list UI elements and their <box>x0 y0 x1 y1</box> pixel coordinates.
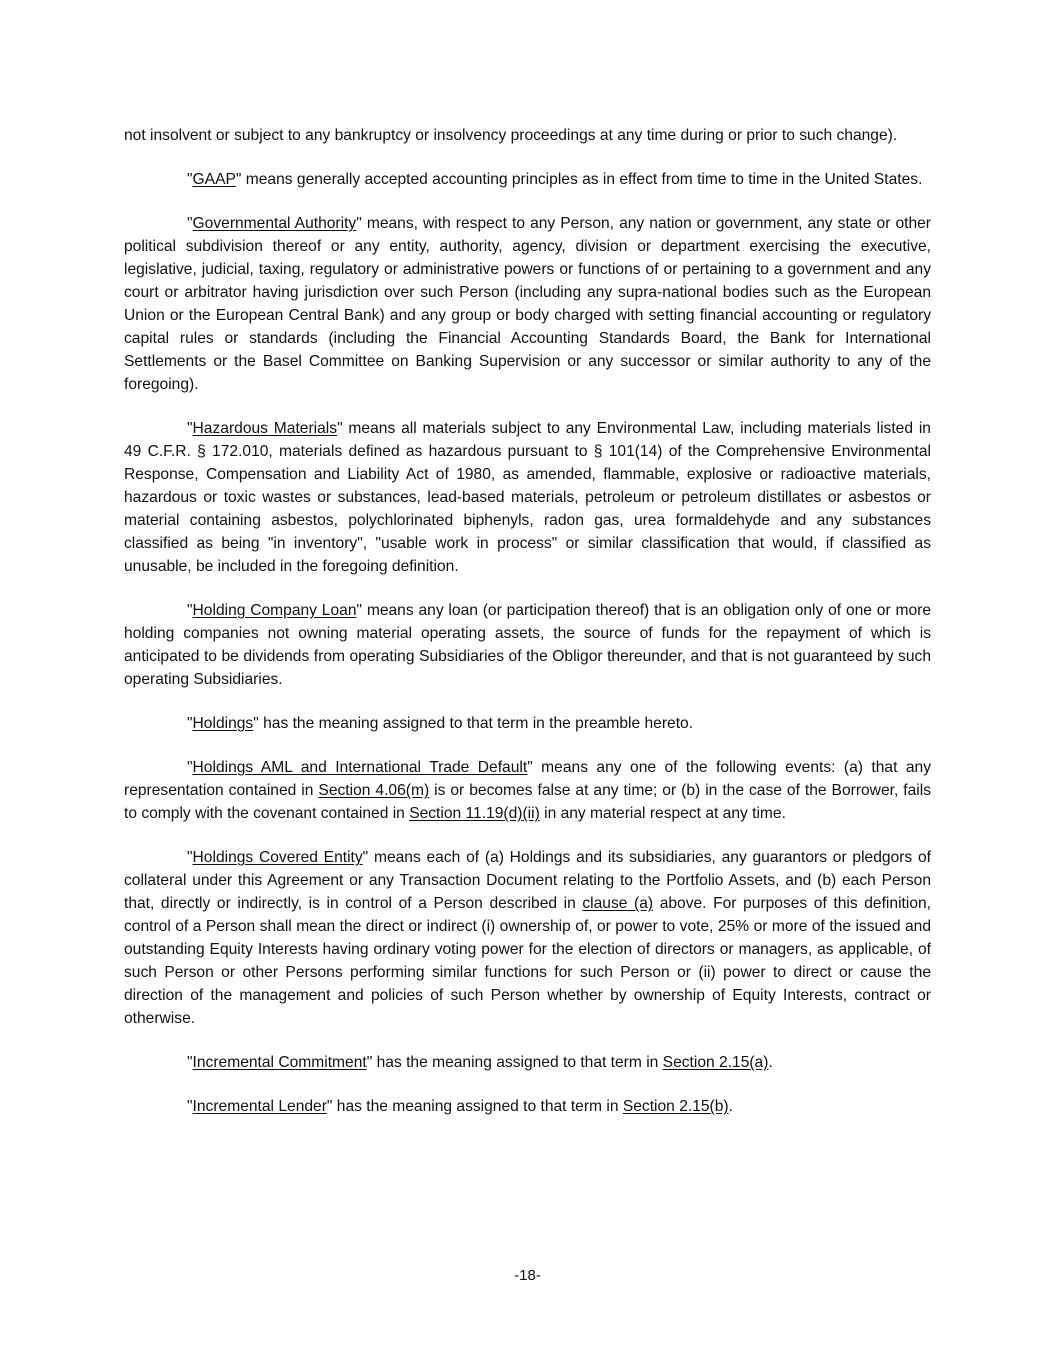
document-body <box>124 124 931 1118</box>
text-run: . <box>728 1098 733 1115</box>
text-run: " has the meaning assigned to that term in the preamble hereto. <box>253 715 694 732</box>
text-run: . <box>768 1054 773 1071</box>
paragraph <box>124 212 931 396</box>
paragraph <box>124 1051 931 1074</box>
text-run: " has the meaning assigned to that term in <box>326 1098 623 1115</box>
paragraph <box>124 599 931 691</box>
page-number: -18- <box>514 1267 541 1284</box>
underlined-term: Incremental Lender <box>192 1098 327 1115</box>
text-run: " <box>187 420 193 437</box>
paragraph <box>124 124 931 147</box>
underlined-term: Holding Company Loan <box>192 602 357 619</box>
underlined-term: Hazardous Materials <box>192 420 338 437</box>
underlined-term: Section 4.06(m) <box>318 782 430 799</box>
text-run: " means each of (a) Holdings and its subsidiaries, any guarantors or pledgors of collateral under this Agreement or any Transaction Document relating to the Portfolio Assets, and (b) each Person that, directly or indirectly, is in control of a Person described in <box>124 849 931 912</box>
underlined-term: GAAP <box>192 171 236 188</box>
text-run: " means all materials subject to any Environmental Law, including materials listed in 49 C.F.R. § 172.010, materials defined as hazardous pursuant to § 101(14) of the Comprehensive Environmental Response, Compensation and Liability Act of 1980, as amended, flammable, explosive or radioactive materials, hazardous or toxic wastes or substances, lead-based materials, petroleum or petroleum distillates or asbestos or material containing asbestos, polychlorinated biphenyls, radon gas, urea formaldehyde and any substances classified as being "in inventory", "usable work in process" or similar classification that would, if classified as unusable, be included in the foregoing definition. <box>124 420 931 575</box>
text-run: " <box>187 759 193 776</box>
paragraph <box>124 756 931 825</box>
underlined-term: Incremental Commitment <box>192 1054 367 1071</box>
underlined-term: Holdings Covered Entity <box>192 849 363 866</box>
underlined-term: Holdings AML and International Trade Default <box>192 759 528 776</box>
text-run: " means any one of the following events: (a) that any representation contained in <box>124 759 931 799</box>
paragraph <box>124 168 931 191</box>
text-run: " <box>187 715 193 732</box>
text-run: in any material respect at any time. <box>539 805 786 822</box>
text-run: above. For purposes of this definition, control of a Person shall mean the direct or indirect (i) ownership of, or power to vote, 25% or more of the issued and outstanding Equity Interests having ordinary voting power for the election of directors or managers, as applicable, of such Person or other Persons performing similar functions for such Person or (ii) power to direct or cause the direction of the management and policies of such Person whether by ownership of Equity Interests, contract or otherwise. <box>124 895 932 1027</box>
underlined-term: Section 2.15(a) <box>662 1054 769 1071</box>
text-run: not insolvent or subject to any bankruptcy or insolvency proceedings at any time during or prior to such change). <box>124 127 898 144</box>
underlined-term: Governmental Authority <box>192 215 357 232</box>
text-run: " <box>187 1054 193 1071</box>
text-run: is or becomes false at any time; or (b) in the case of the Borrower, fails to comply with the covenant contained in <box>124 782 931 822</box>
text-run: " means generally accepted accounting principles as in effect from time to time in the United States. <box>235 171 923 188</box>
text-run: " has the meaning assigned to that term in <box>366 1054 663 1071</box>
underlined-term: Holdings <box>192 715 254 732</box>
underlined-term: Section 11.19(d)(ii) <box>409 805 540 822</box>
text-run: " means any loan (or participation thereof) that is an obligation only of one or more holding companies not owning material operating assets, the source of funds for the repayment of which is anticipated to be dividends from operating Subsidiaries of the Obligor thereunder, and that is not guaranteed by such operating Subsidiaries. <box>124 602 931 688</box>
paragraph <box>124 846 931 1030</box>
text-run: " means, with respect to any Person, any nation or government, any state or other political subdivision thereof or any entity, authority, agency, division or department exercising the executive, legislative, judicial, taxing, regulatory or administrative powers or functions of or pertaining to a government and any court or arbitrator having jurisdiction over such Person (including any supra-national bodies such as the European Union or the European Central Bank) and any group or body charged with setting financial accounting or regulatory capital rules or standards (including the Financial Accounting Standards Board, the Bank for International Settlements or the Basel Committee on Banking Supervision or any successor or similar authority to any of the foregoing). <box>124 215 931 393</box>
text-run: " <box>187 1098 193 1115</box>
underlined-term: Section 2.15(b) <box>622 1098 729 1115</box>
document-page <box>124 124 931 1139</box>
paragraph <box>124 712 931 735</box>
paragraph <box>124 417 931 578</box>
underlined-term: clause (a) <box>582 895 654 912</box>
text-run: " <box>187 602 193 619</box>
text-run: " <box>187 849 193 866</box>
paragraph <box>124 1095 931 1118</box>
text-run: " <box>187 215 193 232</box>
text-run: " <box>187 171 193 188</box>
